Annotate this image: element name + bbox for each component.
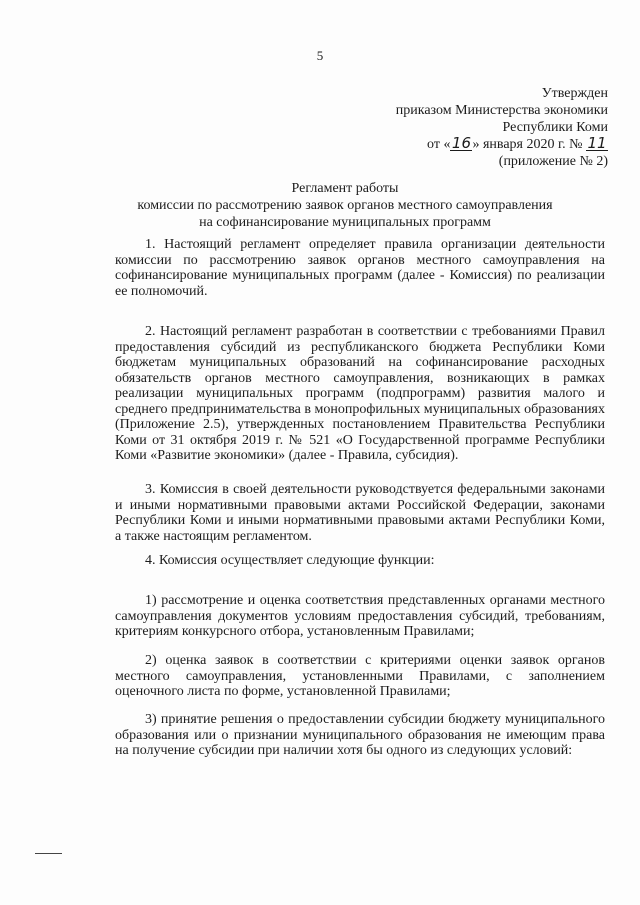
title-line-1: Регламент работы: [291, 181, 399, 196]
approval-line-appendix: (приложение № 2): [498, 154, 608, 169]
paragraph-4: [115, 553, 605, 569]
paragraph-1-text: 1. Настоящий регламент определяет правила организации деятельности комиссии по рассмотрению заявок органов местного самоуправления на софинансирование муниципальных программ (далее - Комиссия) по реализации ее полномочий.: [115, 237, 605, 299]
list-item-1: [115, 593, 605, 640]
approval-line-order: приказом Министерства экономики: [395, 103, 608, 118]
paragraph-3: [115, 482, 605, 544]
title-line-2: комиссии по рассмотрению заявок органов местного самоуправления: [137, 198, 553, 213]
list-item-1-text: 1) рассмотрение и оценка соответствия представленных органами местного самоуправления документов условиям предоставления субсидий, требованиям, критериям конкурсного отбора, установленным Правилами;: [115, 593, 605, 639]
date-prefix: от «: [427, 137, 451, 152]
approval-line-approved: Утвержден: [541, 86, 608, 101]
paragraph-1: [115, 237, 605, 299]
paragraph-2: [115, 324, 605, 464]
handwritten-number: 11: [587, 134, 607, 152]
document-title: [90, 180, 600, 231]
approval-stamp: [308, 85, 608, 170]
list-item-3: [115, 712, 605, 759]
paragraph-3-text: 3. Комиссия в своей деятельности руководствуется федеральными законами и иными нормативными правовыми актами Российской Федерации, законами Республики Коми и иными нормативными правовыми актами Республики Коми, а также настоящим регламентом.: [115, 482, 605, 544]
title-line-3: на софинансирование муниципальных программ: [199, 215, 491, 230]
page-number: 5: [316, 48, 324, 63]
list-item-3-text: 3) принятие решения о предоставлении субсидии бюджету муниципального образования или о признании муниципального образования не имеющим права на получение субсидии при наличии хотя бы одного из следующих условий:: [115, 712, 605, 758]
paragraph-2-text: 2. Настоящий регламент разработан в соответствии с требованиями Правил предоставления субсидий из республиканского бюджета Республики Коми бюджетам муниципальных образований на софинансирование расходных обязательств органов местного самоуправления, возникающих в рамках реализации муниципальных программ (подпрограмм) развития малого и среднего предпринимательства в монопрофильных муниципальных образованиях (Приложение 2.5), утвержденных постановлением Правительства Республики Коми от 31 октября 2019 г. № 521 «О Государственной программе Республики Коми «Развитие экономики» (далее - Правила, субсидия).: [115, 324, 605, 463]
paragraph-4-text: 4. Комиссия осуществляет следующие функции:: [145, 553, 435, 568]
approval-line-date: [308, 136, 608, 153]
list-item-2-text: 2) оценка заявок в соответствии с критериями оценки заявок органов местного самоуправления, установленными Правилами, с заполнением оценочного листа по форме, установленной Правилами;: [115, 653, 605, 699]
handwritten-day: 16: [451, 134, 472, 152]
date-middle: » января 2020 г. №: [472, 137, 583, 152]
list-item-2: [115, 653, 605, 700]
margin-mark: [35, 853, 62, 854]
approval-line-republic: Республики Коми: [502, 120, 608, 135]
